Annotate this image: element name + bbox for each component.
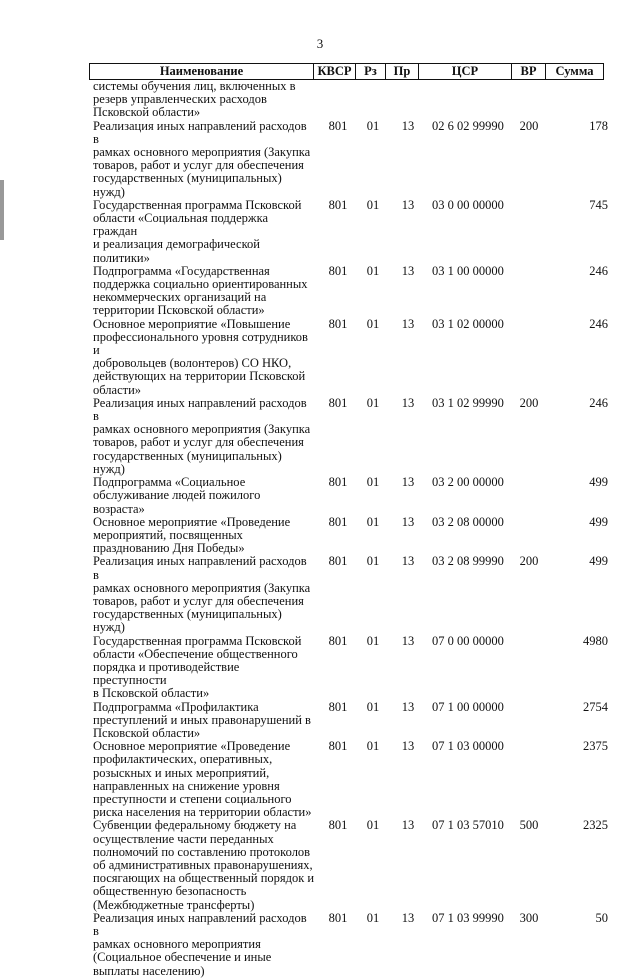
header-kvsr: КВСР: [313, 64, 355, 79]
cell-name-line: (Социальное обеспечение и иные: [93, 950, 272, 965]
cell-name: [93, 516, 315, 556]
cell-name: [93, 912, 315, 978]
cell-name-line: направленных на снижение уровня: [93, 778, 280, 793]
cell-sum: 246: [589, 395, 608, 410]
cell-name-line: Реализация иных направлений расходов в: [93, 554, 307, 582]
cell-pr: 13: [401, 316, 415, 331]
cell-kvsr: 801: [328, 514, 348, 529]
cell-pr: 13: [401, 699, 415, 714]
cell-sum: 499: [589, 554, 608, 569]
table-row: [0, 555, 640, 634]
cell-name-line: посягающих на общественный порядок и: [93, 871, 315, 886]
cell-name-line: Основное мероприятие «Проведение: [93, 739, 291, 754]
cell-sum: 50: [595, 910, 608, 925]
cell-name: [93, 120, 315, 199]
cell-name-line: розыскных и иных мероприятий,: [93, 765, 270, 780]
cell-name-line: профилактических, оперативных,: [93, 752, 273, 767]
cell-name-line: Государственная программа Псковской: [93, 197, 302, 212]
cell-pr: 13: [401, 633, 415, 648]
cell-pr: 13: [401, 475, 415, 490]
cell-name-line: порядка и противодействие преступности: [93, 659, 240, 688]
table-row: [0, 318, 640, 397]
cell-name-line: в Псковской области»: [93, 686, 210, 701]
cell-name-line: рамках основного мероприятия (Закупка: [93, 580, 311, 595]
cell-name-line: и реализация демографической политики»: [93, 237, 260, 265]
cell-name: [93, 555, 315, 634]
cell-kvsr: 801: [328, 263, 348, 278]
cell-sum: 2375: [583, 739, 608, 754]
cell-vr: 200: [519, 395, 539, 410]
cell-name: [93, 701, 315, 741]
cell-vr: 500: [519, 818, 539, 833]
cell-sum: 246: [589, 263, 608, 278]
cell-pr: 13: [401, 118, 415, 133]
table-row: [0, 635, 640, 701]
cell-csr: 03 1 00 00000: [432, 263, 504, 278]
cell-name-line: товаров, работ и услуг для обеспечения: [93, 158, 304, 173]
cell-name-line: Подпрограмма «Государственная: [93, 263, 270, 278]
cell-pr: 13: [401, 263, 415, 278]
cell-pr: 13: [401, 395, 415, 410]
cell-name-line: товаров, работ и услуг для обеспечения: [93, 435, 304, 450]
cell-name-line: обслуживание людей пожилого возраста»: [93, 488, 261, 516]
header-sum: Сумма: [545, 64, 603, 79]
cell-kvsr: 801: [328, 197, 348, 212]
cell-rz: 01: [366, 475, 380, 490]
table-row: [0, 740, 640, 819]
cell-name-line: мероприятий, посвященных: [93, 527, 243, 542]
cell-csr: 07 1 00 00000: [432, 699, 504, 714]
cell-name-line: Реализация иных направлений расходов в: [93, 118, 307, 146]
cell-rz: 01: [366, 395, 380, 410]
page-number: 3: [316, 36, 324, 51]
cell-name-line: Основное мероприятие «Повышение: [93, 316, 291, 331]
cell-sum: 4980: [583, 633, 608, 648]
cell-kvsr: 801: [328, 395, 348, 410]
cell-name-line: области «Социальная поддержка граждан: [93, 211, 268, 239]
cell-vr: 200: [519, 554, 539, 569]
header-vr: ВР: [511, 64, 545, 79]
cell-name: [93, 740, 315, 819]
cell-name: [93, 199, 315, 265]
cell-rz: 01: [366, 910, 380, 925]
cell-name-line: об административных правонарушениях,: [93, 857, 313, 872]
cell-csr: 03 2 00 00000: [432, 475, 504, 490]
cell-pr: 13: [401, 910, 415, 925]
cell-csr: 03 2 08 00000: [432, 514, 504, 529]
cell-sum: 2325: [583, 818, 608, 833]
cell-sum: 745: [589, 197, 608, 212]
header-name: Наименование: [159, 64, 244, 78]
cell-csr: 07 1 03 00000: [432, 739, 504, 754]
cell-sum: 499: [589, 475, 608, 490]
cell-name-line: выплаты населению): [93, 963, 205, 978]
table-row: [0, 199, 640, 265]
cell-name-line: рамках основного мероприятия: [93, 937, 261, 952]
cell-name-line: государственных (муниципальных) нужд): [93, 171, 282, 199]
cell-name: [93, 476, 315, 516]
cell-kvsr: 801: [328, 818, 348, 833]
table-row: [0, 80, 640, 120]
cell-name-line: Государственная программа Псковской: [93, 633, 302, 648]
cell-vr: 300: [519, 910, 539, 925]
cell-rz: 01: [366, 699, 380, 714]
header-pr: Пр: [385, 64, 418, 79]
cell-name-line: Реализация иных направлений расходов в: [93, 395, 307, 424]
cell-vr: 200: [519, 118, 539, 133]
cell-name-line: области»: [93, 382, 142, 397]
cell-name: [93, 819, 315, 911]
cell-rz: 01: [366, 118, 380, 133]
cell-name-line: Подпрограмма «Социальное: [93, 475, 246, 490]
table-row: [0, 819, 640, 911]
cell-pr: 13: [401, 514, 415, 529]
cell-name-line: полномочий по составлению протоколов: [93, 844, 311, 859]
cell-name-line: преступности и степени социального: [93, 791, 292, 806]
cell-csr: 03 1 02 00000: [432, 316, 504, 331]
header-rz: Рз: [355, 64, 385, 79]
cell-rz: 01: [366, 633, 380, 648]
cell-name: [93, 318, 315, 397]
cell-pr: 13: [401, 554, 415, 569]
table-row: [0, 397, 640, 476]
cell-rz: 01: [366, 554, 380, 569]
cell-pr: 13: [401, 818, 415, 833]
cell-sum: 246: [589, 316, 608, 331]
cell-rz: 01: [366, 197, 380, 212]
cell-name-line: Псковской области»: [93, 105, 201, 120]
table-row: [0, 120, 640, 199]
cell-name-line: общественную безопасность: [93, 884, 247, 899]
cell-name-line: области «Обеспечение общественного: [93, 646, 298, 661]
cell-name-line: Псковской области»: [93, 725, 201, 740]
header-csr: ЦСР: [418, 64, 511, 79]
cell-kvsr: 801: [328, 739, 348, 754]
cell-name-line: действующих на территории Псковской: [93, 369, 306, 384]
cell-name-line: Субвенции федеральному бюджету на: [93, 818, 297, 833]
cell-name-line: рамках основного мероприятия (Закупка: [93, 145, 311, 160]
cell-csr: 02 6 02 99990: [432, 118, 504, 133]
cell-kvsr: 801: [328, 475, 348, 490]
cell-name-line: добровольцев (волонтеров) СО НКО,: [93, 356, 292, 371]
cell-name-line: товаров, работ и услуг для обеспечения: [93, 593, 304, 608]
cell-sum: 499: [589, 514, 608, 529]
cell-rz: 01: [366, 316, 380, 331]
cell-csr: 03 0 00 00000: [432, 197, 504, 212]
cell-csr: 07 1 03 99990: [432, 910, 504, 925]
cell-name-line: профессионального уровня сотрудников и: [93, 329, 308, 358]
table-row: [0, 476, 640, 516]
cell-name-line: Подпрограмма «Профилактика: [93, 699, 259, 714]
cell-name: [93, 80, 315, 120]
cell-name-line: системы обучения лиц, включенных в: [93, 79, 296, 93]
cell-name-line: поддержка социально ориентированных: [93, 277, 308, 292]
cell-name-line: (Межбюджетные трансферты): [93, 897, 255, 912]
cell-name: [93, 635, 315, 701]
cell-name-line: государственных (муниципальных) нужд): [93, 448, 282, 476]
cell-csr: 07 0 00 00000: [432, 633, 504, 648]
cell-name-line: Реализация иных направлений расходов в: [93, 910, 307, 938]
cell-name-line: рамках основного мероприятия (Закупка: [93, 422, 311, 437]
cell-name-line: Основное мероприятие «Проведение: [93, 514, 291, 529]
cell-sum: 178: [589, 118, 608, 133]
cell-csr: 07 1 03 57010: [432, 818, 504, 833]
cell-name-line: риска населения на территории области»: [93, 805, 312, 820]
table-row: [0, 516, 640, 556]
cell-kvsr: 801: [328, 910, 348, 925]
cell-rz: 01: [366, 739, 380, 754]
cell-name-line: территории Псковской области»: [93, 303, 265, 318]
cell-name-line: государственных (муниципальных) нужд): [93, 607, 282, 635]
cell-pr: 13: [401, 197, 415, 212]
cell-kvsr: 801: [328, 316, 348, 331]
cell-name: [93, 397, 315, 476]
cell-csr: 03 1 02 99990: [432, 395, 504, 410]
cell-name-line: некоммерческих организаций на: [93, 290, 267, 305]
cell-csr: 03 2 08 99990: [432, 554, 504, 569]
table-row: [0, 701, 640, 741]
cell-sum: 2754: [583, 699, 608, 714]
cell-name-line: преступлений и иных правонарушений в: [93, 712, 311, 727]
cell-kvsr: 801: [328, 554, 348, 569]
cell-pr: 13: [401, 739, 415, 754]
cell-name-line: празднованию Дня Победы»: [93, 541, 245, 556]
table-row: [0, 912, 640, 978]
cell-kvsr: 801: [328, 633, 348, 648]
table-header: [89, 63, 604, 80]
cell-kvsr: 801: [328, 118, 348, 133]
table-body: [0, 80, 640, 978]
cell-rz: 01: [366, 818, 380, 833]
cell-name: [93, 265, 315, 318]
table-row: [0, 265, 640, 318]
cell-name-line: осуществление части переданных: [93, 831, 274, 846]
cell-name-line: резерв управленческих расходов: [93, 92, 267, 107]
cell-rz: 01: [366, 263, 380, 278]
cell-rz: 01: [366, 514, 380, 529]
cell-kvsr: 801: [328, 699, 348, 714]
